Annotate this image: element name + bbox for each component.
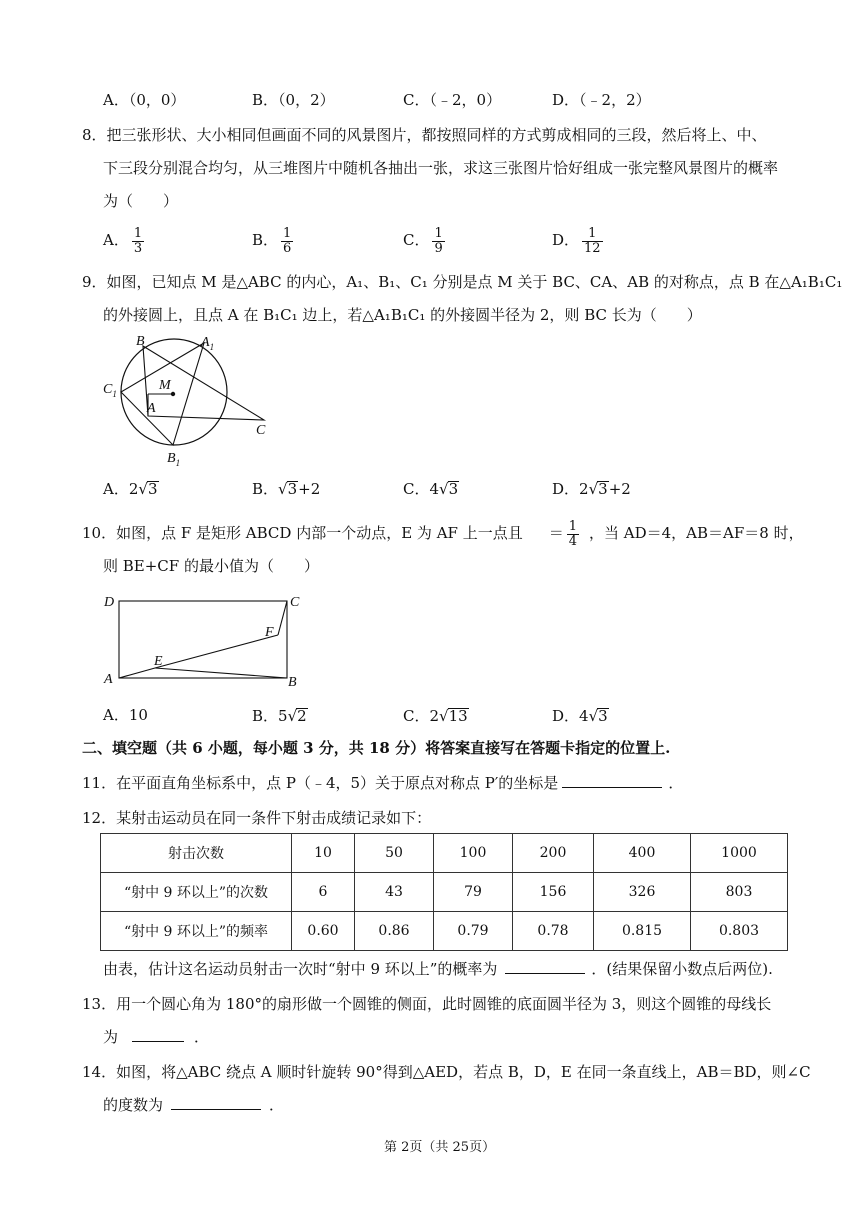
option-letter: A． [103, 706, 129, 724]
fraction [582, 227, 603, 255]
q7-option-d: D．（﹣2，2） [552, 91, 651, 109]
option-letter: A． [103, 231, 129, 250]
q9-text-line2: 的外接圆上，且点 A 在 B₁C₁ 边上，若△A₁B₁C₁ 的外接圆半径为 2，则 BC 长为（ ） [103, 306, 702, 324]
table-cell: 0.60 [292, 912, 355, 951]
shooting-record-table [100, 833, 788, 951]
q9-option-a: A．2√3 [103, 480, 158, 498]
q10-option-b: B．5√2 [252, 707, 307, 725]
table-cell: 10 [292, 834, 355, 873]
q9-text-line1: 9．如图，已知点 M 是△ABC 的内心，A₁、B₁、C₁ 分别是点 M 关于 BC、CA、AB 的对称点，点 B 在△A₁B₁C₁ [82, 273, 843, 291]
option-letter: B． [252, 707, 279, 725]
page-footer: 第 2页（共 25页） [384, 1140, 496, 1155]
label-c: C [290, 595, 300, 610]
q11-text [82, 776, 683, 791]
q13-prefix: 为 [103, 1028, 119, 1046]
fraction [132, 227, 144, 255]
option-coefficient: 5 [278, 707, 288, 725]
table-cell: 6 [292, 873, 355, 912]
option-coefficient: 2 [579, 480, 589, 498]
q14-text-line2 [103, 1098, 284, 1113]
q9-option-b: B．√3+2 [252, 480, 321, 498]
q8-text-line2: 下三段分别混合均匀，从三堆图片中随机各抽出一张，求这三张图片恰好组成一张完整风景图片的概率 [103, 159, 779, 177]
equals-sign: ＝ [548, 524, 564, 543]
table-cell: 43 [355, 873, 434, 912]
table-cell: 0.815 [594, 912, 691, 951]
table-cell: 326 [594, 873, 691, 912]
option-addend: +2 [608, 480, 631, 498]
radicand: 13 [448, 707, 468, 725]
fraction-denominator: 6 [283, 240, 292, 256]
label-b: B [136, 334, 145, 349]
segment-f-c [278, 601, 287, 635]
q10-option-c: C．2√13 [403, 707, 468, 725]
label-e: E [154, 654, 163, 669]
table-row [101, 873, 788, 912]
table-cell: 100 [434, 834, 513, 873]
table-cell: 200 [513, 834, 594, 873]
table-row [101, 912, 788, 951]
q14-text-line1: 14．如图，将△ABC 绕点 A 顺时针旋转 90°得到△AED，若点 B，D，E 在同一条直线上，AB＝BD，则∠C [82, 1063, 811, 1081]
option-coefficient: 4 [579, 707, 589, 725]
table-cell: 50 [355, 834, 434, 873]
q9-option-c: C．4√3 [403, 480, 459, 498]
option-value: 10 [128, 706, 148, 724]
fraction-denominator: 4 [568, 533, 577, 549]
table-cell: 0.86 [355, 912, 434, 951]
table-cell: 0.78 [513, 912, 594, 951]
option-letter: D． [552, 480, 580, 498]
label-a1: $A_1$ [201, 335, 215, 352]
fraction [567, 520, 579, 548]
q10-text-part2: ，当 AD＝4，AB＝AF＝8 时， [589, 524, 804, 543]
label-a: A [147, 401, 156, 416]
q8-text-line1: 8．把三张形状、大小相同但画面不同的风景图片，都按照同样的方式剪成相同的三段，然后将上、中、 [82, 126, 767, 144]
fraction-denominator: 3 [133, 240, 143, 256]
q12-followup-text: 由表，估计这名运动员射击一次时“射中 9 环以上”的概率为 [103, 960, 498, 978]
fraction-numerator: 1 [582, 227, 603, 242]
label-a: A [104, 672, 113, 687]
q7-option-c: C．（﹣2，0） [403, 91, 502, 109]
label-b1: $B_1$ [167, 451, 181, 468]
option-letter: D． [552, 231, 580, 250]
fraction-denominator: 9 [434, 240, 443, 256]
table-cell: 803 [691, 873, 788, 912]
q10-rectangle-figure [100, 590, 310, 690]
option-letter: B． [252, 480, 279, 498]
table-cell: 400 [594, 834, 691, 873]
q12-followup [103, 962, 773, 977]
q7-option-a: A．（0，0） [103, 91, 186, 109]
label-b: B [288, 675, 297, 690]
q12-followup-note: ．(结果保留小数点后两位). [591, 960, 773, 978]
option-letter: D． [552, 707, 580, 725]
q13-text-line1: 13．用一个圆心角为 180°的扇形做一个圆锥的侧面，此时圆锥的底面圆半径为 3，则这个圆锥的母线长 [82, 995, 772, 1013]
fraction-numerator: 1 [133, 226, 143, 241]
q14-period: ． [269, 1096, 285, 1114]
label-c: C [256, 423, 266, 438]
circumcircle [121, 339, 227, 445]
q8-text-line3: 为（ ） [103, 192, 179, 210]
table-cell: 0.803 [691, 912, 788, 951]
q9-geometry-figure [100, 330, 275, 470]
q12-intro: 12．某射击运动员在同一条件下射击成绩记录如下： [82, 809, 432, 827]
q8-option-a [103, 227, 144, 255]
option-letter: C． [403, 480, 430, 498]
radicand: 3 [598, 480, 608, 498]
q7-option-b: B．（0，2） [252, 91, 335, 109]
table-cell: 79 [434, 873, 513, 912]
table-cell: 156 [513, 873, 594, 912]
table-cell: “射中 9 环以上”的次数 [101, 873, 292, 912]
point-m [171, 392, 175, 396]
option-letter: C． [403, 707, 430, 725]
fraction-numerator: 1 [283, 226, 292, 241]
q14-prefix: 的度数为 [103, 1096, 164, 1114]
option-coefficient: 4 [429, 480, 440, 498]
answer-blank[interactable] [171, 1109, 261, 1110]
radicand: 2 [297, 707, 307, 725]
q10-text-line2: 则 BE+CF 的最小值为（ ） [103, 557, 319, 575]
fraction [432, 227, 444, 255]
option-addend: +2 [298, 480, 321, 498]
answer-blank[interactable] [132, 1041, 184, 1042]
q9-option-d: D．2√3+2 [552, 480, 631, 498]
fraction-denominator: 12 [584, 240, 601, 256]
radicand: 3 [147, 480, 158, 498]
table-cell: 射击次数 [101, 834, 292, 873]
q10-text-line1 [82, 520, 804, 548]
table-cell: 0.79 [434, 912, 513, 951]
table-cell: “射中 9 环以上”的频率 [101, 912, 292, 951]
q8-option-c [403, 227, 445, 255]
segment-e-b [155, 668, 287, 678]
q13-text-line2 [103, 1030, 209, 1045]
option-coefficient: 2 [128, 480, 139, 498]
q10-text-part1: 10．如图，点 F 是矩形 ABCD 内部一个动点，E 为 AF 上一点且 [82, 524, 523, 543]
option-letter: A． [103, 480, 129, 498]
label-d: D [104, 595, 115, 610]
label-c1: $C_1$ [103, 382, 117, 399]
fraction-numerator: 1 [434, 226, 443, 241]
radicand: 3 [448, 480, 459, 498]
q10-option-d: D．4√3 [552, 707, 608, 725]
q11-period: ． [668, 774, 684, 792]
q8-option-d [552, 227, 603, 255]
option-coefficient: 2 [429, 707, 440, 725]
radicand: 3 [287, 480, 298, 498]
answer-blank[interactable] [562, 787, 662, 788]
q8-option-b [252, 227, 293, 255]
q13-period: ． [194, 1028, 210, 1046]
fraction [281, 227, 293, 255]
q10-option-a [103, 708, 148, 723]
label-m: M [159, 378, 171, 393]
label-f: F [265, 625, 274, 640]
radicand: 3 [598, 707, 608, 725]
table-header-row [101, 834, 788, 873]
table-cell: 1000 [691, 834, 788, 873]
answer-blank[interactable] [505, 973, 585, 974]
q11-question: 11．在平面直角坐标系中，点 P（﹣4，5）关于原点对称点 P′的坐标是 [82, 774, 559, 792]
option-letter: B． [252, 231, 279, 250]
fraction-numerator: 1 [568, 519, 577, 534]
section-heading: 二、填空题（共 6 小题，每小题 3 分，共 18 分）将答案直接写在答题卡指定的位置上. [82, 739, 671, 757]
option-letter: C． [403, 231, 430, 250]
